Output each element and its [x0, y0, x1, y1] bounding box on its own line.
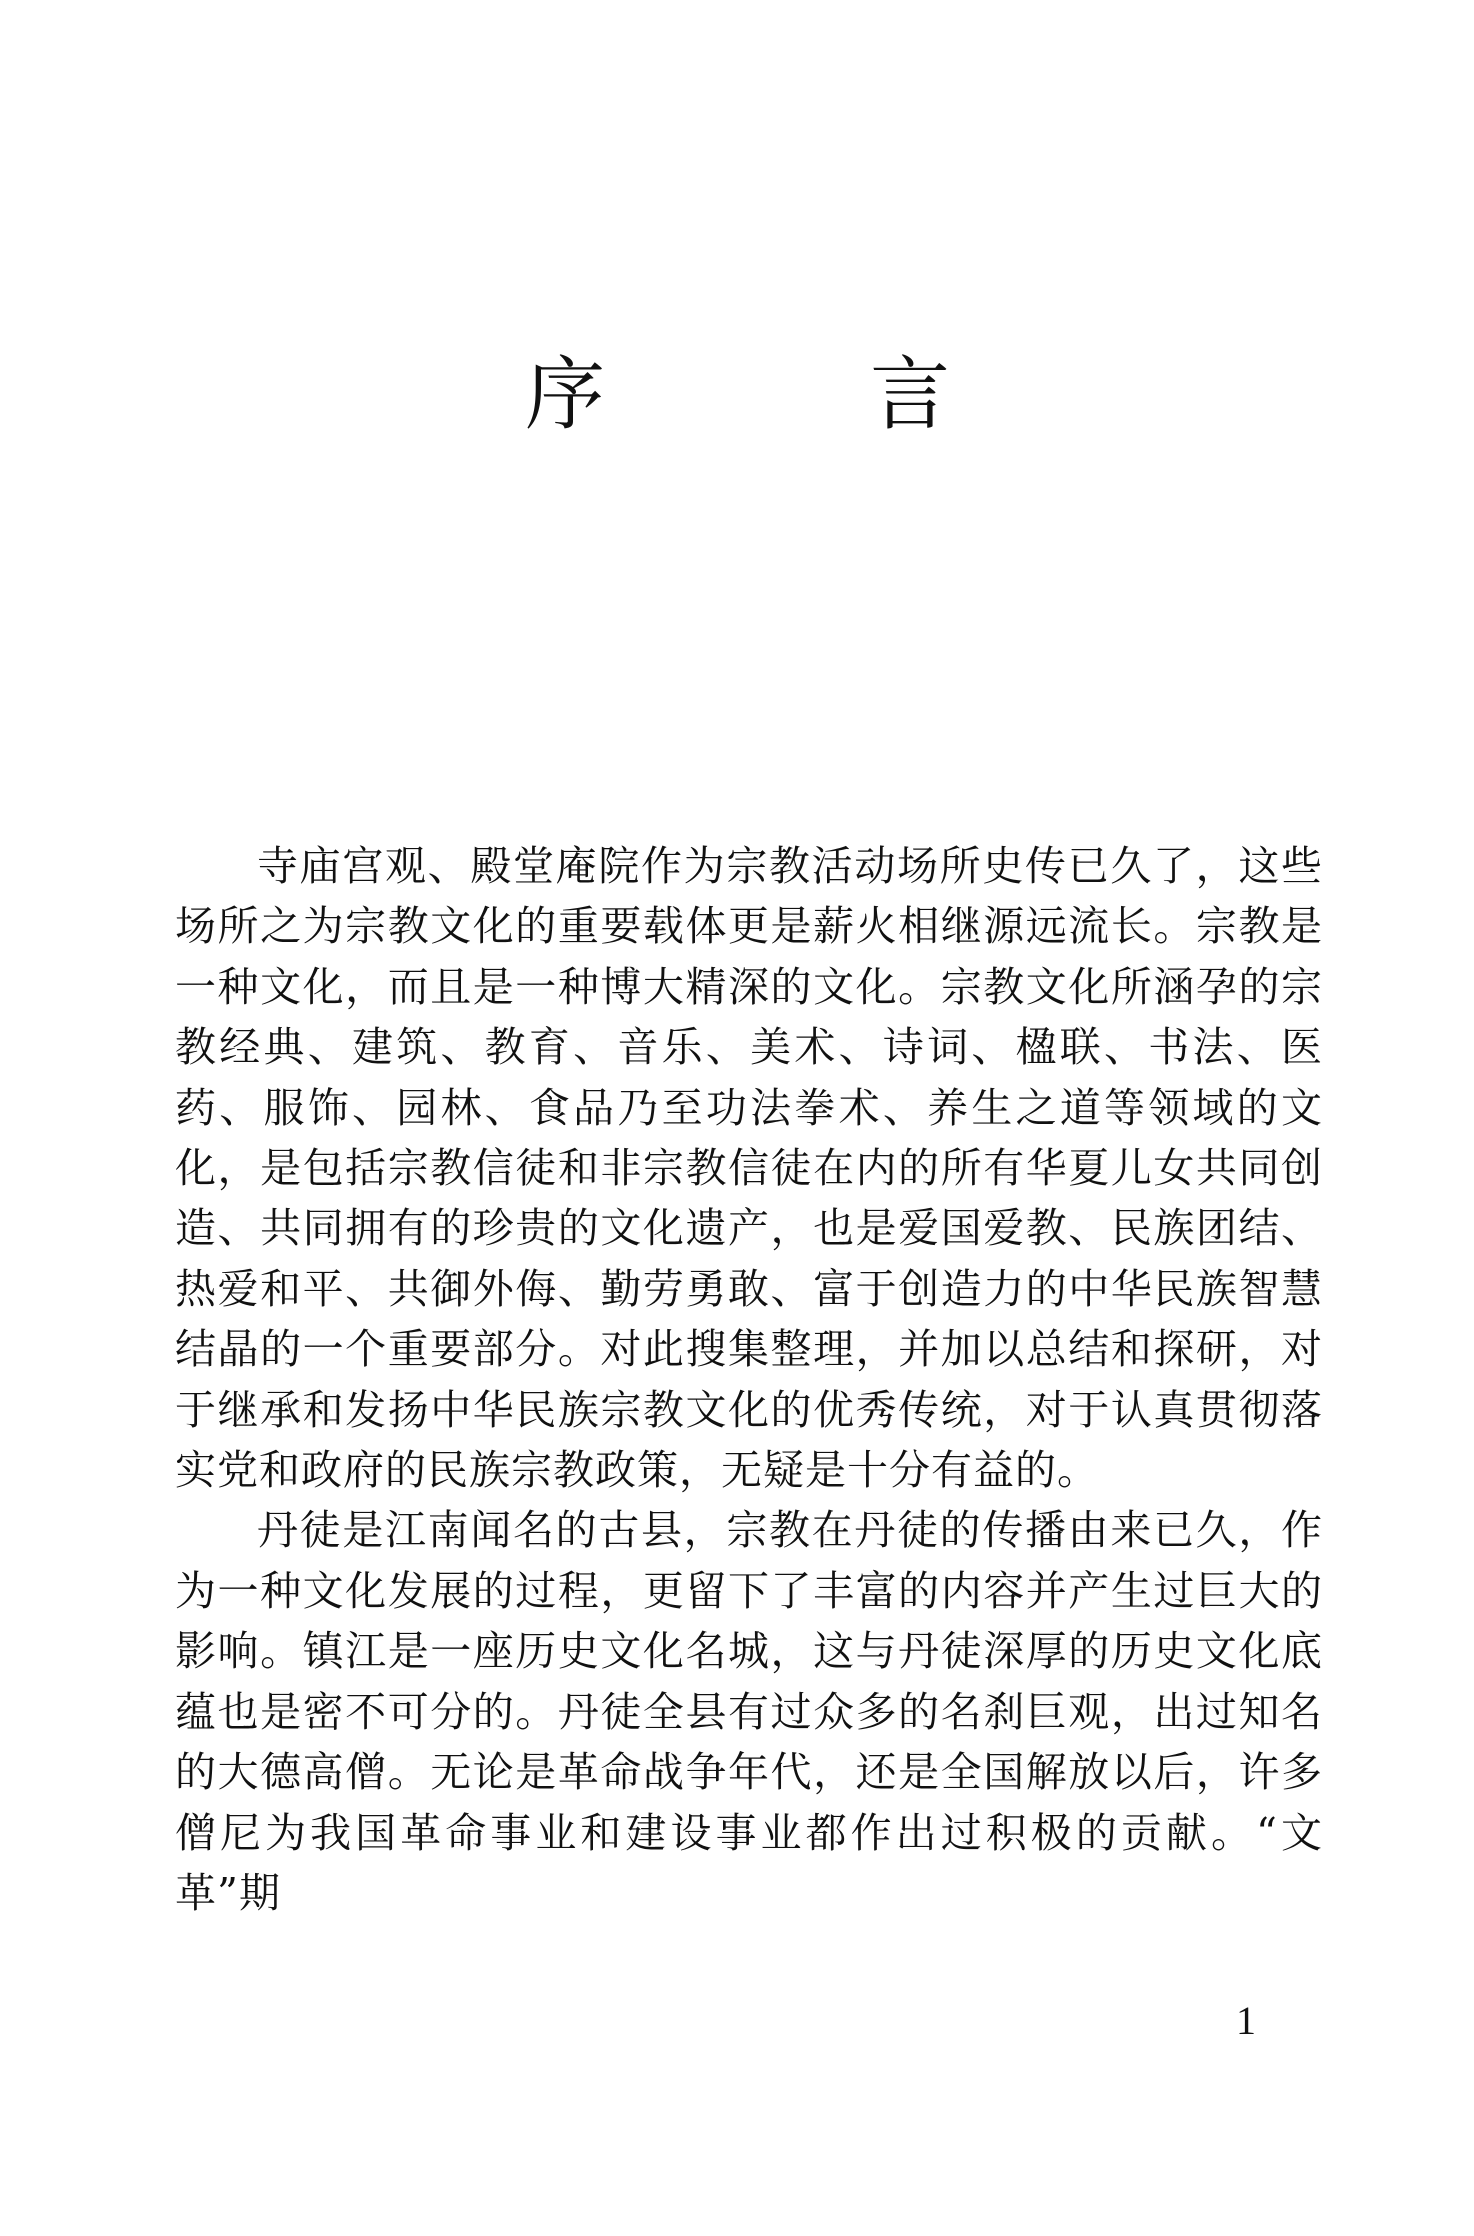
title-char-words: 言 — [870, 348, 950, 441]
paragraph-1: 寺庙宫观、殿堂庵院作为宗教活动场所史传已久了，这些场所之为宗教文化的重要载体更是薪火相继源远流长。宗教是一种文化，而且是一种博大精深的文化。宗教文化所涵孕的宗教经典、建筑、教育、音乐、美术、诗词、楹联、书法、医药、服饰、园林、食品乃至功法拳术、养生之道等领域的文化，是包括宗教信徒和非宗教信徒在内的所有华夏儿女共同创造、共同拥有的珍贵的文化遗产，也是爱国爱教、民族团结、热爱和平、共御外侮、勤劳勇敢、富于创造力的中华民族智慧结晶的一个重要部分。对此搜集整理，并加以总结和探研，对于继承和发扬中华民族宗教文化的优秀传统，对于认真贯彻落实党和政府的民族宗教政策，无疑是十分有益的。 — [175, 842, 1323, 1495]
paragraph-2: 丹徒是江南闻名的古县，宗教在丹徒的传播由来已久，作为一种文化发展的过程，更留下了丰富的内容并产生过巨大的影响。镇江是一座历史文化名城，这与丹徒深厚的历史文化底蕴也是密不可分的。丹徒全县有过众多的名刹巨观，出过知名的大德高僧。无论是革命战争年代，还是全国解放以后，许多僧尼为我国革命事业和建设事业都作出过积极的贡献。“文革”期 — [175, 1506, 1323, 1917]
page-number: 1 — [1236, 1998, 1256, 2043]
body-text — [175, 836, 1323, 1923]
page-title — [0, 345, 1474, 445]
title-char-preface: 序 — [525, 348, 605, 441]
